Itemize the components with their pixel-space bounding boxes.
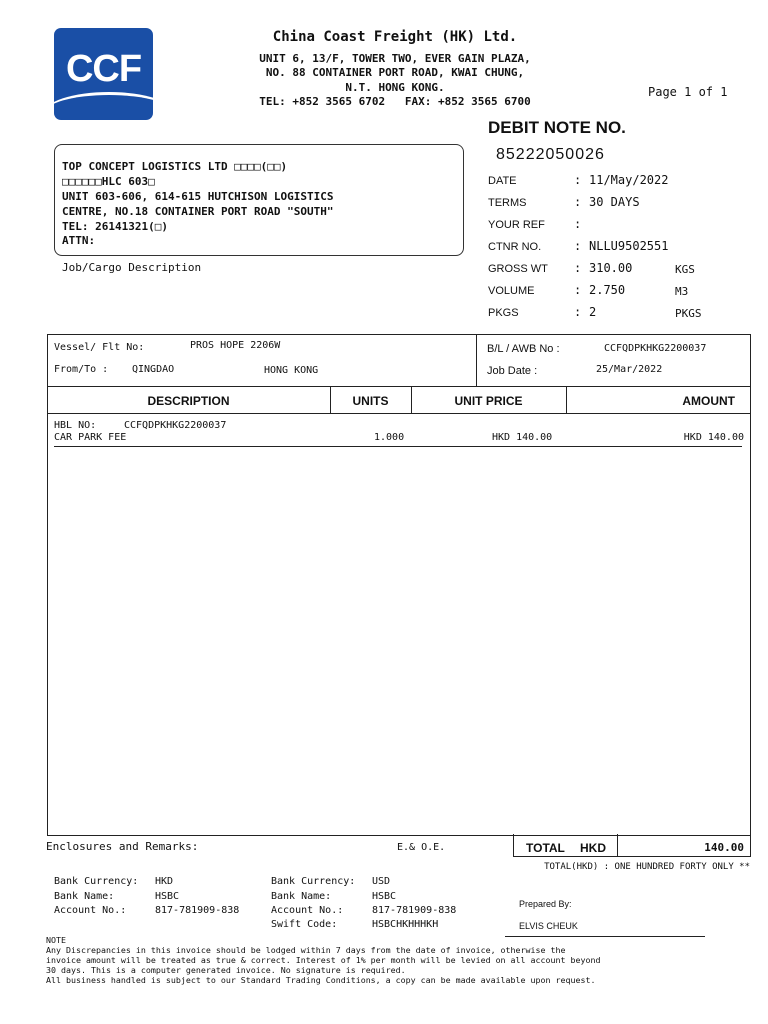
row-description: CAR PARK FEE — [54, 432, 127, 443]
bank-usd-name-label: Bank Name: — [271, 891, 332, 902]
meta-label-date: DATE — [488, 175, 517, 187]
row-amount: HKD 140.00 — [683, 432, 744, 443]
hbl-value: CCFQDPKHKG2200037 — [124, 420, 227, 431]
meta-value-gross-wt: 310.00 — [589, 261, 633, 275]
company-contact: TEL: +852 3565 6702 FAX: +852 3565 6700 — [259, 95, 531, 108]
note-line: All business handled is subject to our Standard Trading Conditions, a copy can be made available upon request. — [46, 975, 596, 985]
company-address-line: UNIT 6, 13/F, TOWER TWO, EVER GAIN PLAZA, — [259, 52, 531, 65]
bl-label: B/L / AWB No : — [487, 343, 560, 355]
total-label: TOTAL — [526, 841, 565, 855]
bill-to-line: ATTN: — [62, 234, 96, 247]
from-to-label: From/To : — [54, 364, 109, 375]
divider — [47, 413, 750, 414]
meta-colon: : — [574, 239, 582, 253]
divider — [47, 386, 750, 387]
signature-line — [505, 936, 705, 937]
debit-note-title: DEBIT NOTE NO. — [488, 118, 626, 137]
bank-usd-account-label: Account No.: — [271, 905, 344, 916]
row-underline — [54, 446, 742, 447]
debit-note-number: 85222050026 — [496, 146, 605, 163]
bank-hkd-currency: HKD — [155, 876, 174, 887]
table-row — [54, 432, 744, 446]
divider — [476, 334, 477, 386]
job-cargo-label: Job/Cargo Description — [62, 261, 202, 274]
meta-label-ctnr: CTNR NO. — [488, 241, 542, 253]
bank-hkd-name-label: Bank Name: — [54, 891, 115, 902]
job-date-label: Job Date : — [487, 365, 538, 377]
bank-hkd-currency-label: Bank Currency: — [54, 876, 139, 887]
company-name: China Coast Freight (HK) Ltd. — [272, 29, 518, 45]
meta-value-date: 11/May/2022 — [589, 173, 669, 187]
column-header-unit-price: UNIT PRICE — [454, 394, 523, 408]
note-line: Any Discrepancies in this invoice should be lodged within 7 days from the date of invoice, otherwise the — [46, 945, 566, 955]
logo-swoosh — [54, 92, 153, 120]
bank-hkd-name: HSBC — [155, 891, 180, 902]
note-line: 30 days. This is a computer generated invoice. No signature is required. — [46, 965, 406, 975]
from-value: QINGDAO — [132, 364, 175, 375]
meta-label-gross-wt: GROSS WT — [488, 263, 548, 275]
bank-usd-currency: USD — [372, 876, 391, 887]
company-address-line: NO. 88 CONTAINER PORT ROAD, KWAI CHUNG, — [265, 66, 525, 79]
bill-to-line: CENTRE, NO.18 CONTAINER PORT ROAD "SOUTH" — [62, 205, 334, 218]
note-line: invoice amount will be treated as true & correct. Interest of 1% per month will be levied on all account beyond — [46, 955, 601, 965]
total-value: 140.00 — [704, 841, 744, 854]
row-units: 1.000 — [374, 432, 405, 443]
total-words: TOTAL(HKD) : ONE HUNDRED FORTY ONLY ** — [544, 862, 750, 872]
bank-usd-account: 817-781909-838 — [372, 905, 457, 916]
meta-colon: : — [574, 305, 582, 319]
bank-usd-swift: HSBCHKHHHKH — [372, 919, 439, 930]
bank-hkd-account: 817-781909-838 — [155, 905, 240, 916]
bank-usd-currency-label: Bank Currency: — [271, 876, 356, 887]
meta-label-your-ref: YOUR REF — [488, 219, 545, 231]
company-address-line: N.T. HONG KONG. — [345, 81, 445, 94]
meta-colon: : — [574, 217, 582, 231]
bill-to-line: TOP CONCEPT LOGISTICS LTD □□□□(□□) — [62, 160, 288, 173]
column-header-amount: AMOUNT — [682, 394, 735, 408]
meta-colon: : — [574, 261, 582, 275]
eoe-label: E.& O.E. — [397, 842, 446, 853]
total-currency: HKD — [580, 841, 606, 855]
meta-value-ctnr: NLLU9502551 — [589, 239, 669, 253]
meta-unit-pkgs: PKGS — [675, 307, 702, 320]
column-header-description: DESCRIPTION — [147, 394, 230, 408]
bank-usd-swift-label: Swift Code: — [271, 919, 338, 930]
meta-label-terms: TERMS — [488, 197, 527, 209]
hbl-label: HBL NO: — [54, 420, 97, 431]
column-header-units: UNITS — [352, 394, 389, 408]
meta-unit-gross-wt: KGS — [675, 263, 695, 276]
meta-value-volume: 2.750 — [589, 283, 626, 297]
bank-hkd-account-label: Account No.: — [54, 905, 127, 916]
logo-text: CCF — [65, 48, 142, 90]
vessel-label: Vessel/ Flt No: — [54, 342, 145, 353]
meta-value-terms: 30 DAYS — [589, 195, 640, 209]
vessel-value: PROS HOPE 2206W — [190, 340, 281, 351]
meta-unit-volume: M3 — [675, 285, 689, 298]
meta-value-pkgs: 2 — [589, 305, 597, 319]
job-date-value: 25/Mar/2022 — [596, 364, 663, 375]
meta-label-volume: VOLUME — [488, 285, 535, 297]
bill-to-box — [54, 144, 464, 256]
prepared-by-label: Prepared By: — [519, 899, 572, 909]
prepared-by-name: ELVIS CHEUK — [519, 921, 578, 931]
to-value: HONG KONG — [264, 365, 319, 376]
meta-colon: : — [574, 173, 582, 187]
company-logo — [54, 28, 153, 120]
meta-label-pkgs: PKGS — [488, 307, 519, 319]
bill-to-line: UNIT 603-606, 614-615 HUTCHISON LOGISTICS — [62, 190, 334, 203]
bill-to-line: □□□□□□HLC 603□ — [62, 175, 155, 188]
page-number: Page 1 of 1 — [648, 85, 728, 99]
meta-colon: : — [574, 283, 582, 297]
meta-colon: : — [574, 195, 582, 209]
details-box — [47, 334, 751, 836]
note-title: NOTE — [46, 935, 66, 945]
row-unit-price: HKD 140.00 — [492, 432, 553, 443]
bank-usd-name: HSBC — [372, 891, 397, 902]
bl-value: CCFQDPKHKG2200037 — [604, 343, 707, 354]
enclosures-label: Enclosures and Remarks: — [46, 840, 199, 853]
bill-to-line: TEL: 26141321(□) — [62, 220, 168, 233]
